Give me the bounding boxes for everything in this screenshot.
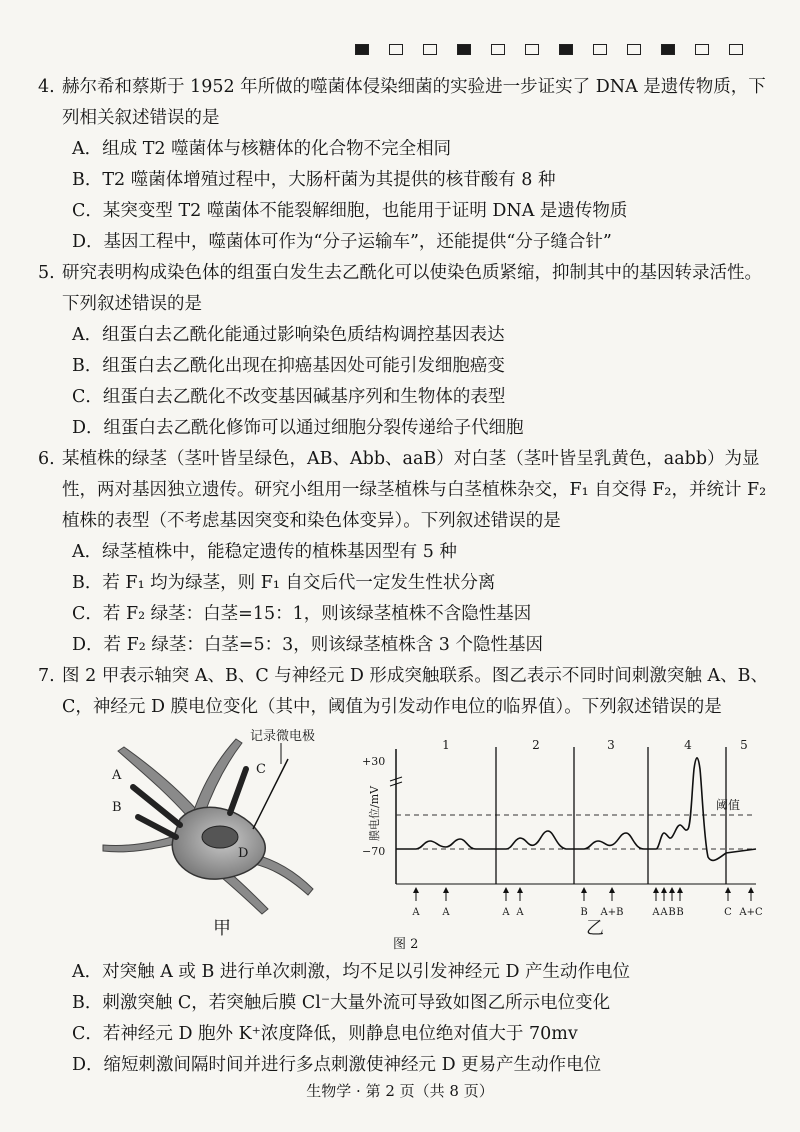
stimulus-label: A: [502, 907, 510, 918]
question-stem: [38, 258, 778, 320]
question-stem: [38, 72, 778, 134]
option-c: C．若神经元 D 胞外 K⁺浓度降低，则静息电位绝对值大于 70mv: [72, 1024, 578, 1044]
option-a: A．绿茎植株中，能稳定遗传的植株基因型有 5 种: [72, 542, 457, 562]
panel-label-jia: 甲: [213, 918, 231, 939]
option-b: B．组蛋白去乙酰化出现在抑癌基因处可能引发细胞癌变: [72, 356, 505, 376]
stimulus-arrowhead: [503, 887, 509, 893]
question-number: 4.: [38, 77, 55, 97]
stimulus-label: B: [668, 907, 676, 918]
y-axis-label: 膜电位/mV: [368, 785, 381, 841]
stimulus-label: A: [652, 907, 660, 918]
electrode-label: 记录微电极: [250, 729, 316, 744]
section-number: 4: [684, 738, 692, 752]
section-number: 1: [442, 738, 450, 752]
header-mark: [525, 44, 539, 55]
stimulus-arrowhead: [609, 887, 615, 893]
section-number: 2: [532, 738, 540, 752]
header-marks: [355, 44, 775, 60]
option-a: A．组蛋白去乙酰化能通过影响染色质结构调控基因表达: [72, 325, 505, 345]
axon-label-b: B: [112, 800, 122, 815]
question-text: 图 2 甲表示轴突 A、B、C 与神经元 D 形成突触联系。图乙表示不同时间刺激突触 A、B、C，神经元 D 膜电位变化（其中，阈值为引发动作电位的临界值）。下列叙述错误的是: [62, 666, 768, 717]
stimulus-arrowhead: [443, 887, 449, 893]
stimulus-label: B: [676, 907, 684, 918]
neuron-nucleus: [202, 826, 238, 848]
question-number: 7.: [38, 666, 55, 686]
y-tick-plus30: +30: [362, 755, 386, 768]
section-numbers: [442, 738, 748, 752]
header-mark: [389, 44, 403, 55]
question-stem: [38, 444, 778, 537]
stimulus-arrowhead: [517, 887, 523, 893]
header-mark: [491, 44, 505, 55]
question-7: [38, 661, 778, 1081]
threshold-label: 阈值: [716, 798, 741, 812]
question-sheet: [38, 72, 778, 1081]
figure-2: [38, 729, 778, 951]
stimulus-label: A: [516, 907, 524, 918]
stimulus-label: A+B: [600, 907, 624, 918]
option-c: C．某突变型 T2 噬菌体不能裂解细胞，也能用于证明 DNA 是遗传物质: [72, 201, 628, 221]
option-a: A．组成 T2 噬菌体与核糖体的化合物不完全相同: [72, 139, 452, 159]
stimulus-arrowhead: [661, 887, 667, 893]
stimulus-label: A: [412, 907, 420, 918]
y-tick-minus70: −70: [362, 845, 386, 858]
header-mark: [457, 44, 471, 55]
stimulus-arrowhead: [653, 887, 659, 893]
option-b: B．若 F₁ 均为绿茎，则 F₁ 自交后代一定发生性状分离: [72, 573, 496, 593]
question-number: 6.: [38, 449, 55, 469]
membrane-potential-chart: [356, 729, 776, 951]
question-5: [38, 258, 778, 444]
section-number: 5: [740, 738, 748, 752]
header-mark: [593, 44, 607, 55]
axon-label-c: C: [256, 762, 266, 777]
option-c: C．若 F₂ 绿茎：白茎=15：1，则该绿茎植株不含隐性基因: [72, 604, 532, 624]
header-mark: [355, 44, 369, 55]
option-a: A．对突触 A 或 B 进行单次刺激，均不足以引发神经元 D 产生动作电位: [72, 962, 631, 982]
stimulus-arrowhead: [669, 887, 675, 893]
option-b: B．T2 噬菌体增殖过程中，大肠杆菌为其提供的核苷酸有 8 种: [72, 170, 556, 190]
neuron-dendrite: [103, 835, 178, 852]
question-text: 某植株的绿茎（茎叶皆呈绿色，AB、Abb、aaB）对白茎（茎叶皆呈乳黄色，aabb）为显性，两对基因独立遗传。研究小组用一绿茎植株与白茎植株杂交，F₁ 自交得 F₂，并统计 F₂ 植株的表型（不考虑基因突变和染色体变异）。下列叙述错误的是: [62, 449, 767, 531]
neuron-diagram: [68, 729, 368, 951]
panel-label-yi: 乙: [586, 918, 604, 939]
question-stem: [38, 661, 778, 723]
header-mark: [559, 44, 573, 55]
section-number: 3: [607, 738, 615, 752]
page-footer: 生物学 · 第 2 页（共 8 页）: [306, 1082, 494, 1100]
option-d: D．缩短刺激间隔时间并进行多点刺激使神经元 D 更易产生动作电位: [72, 1055, 602, 1075]
header-mark: [695, 44, 709, 55]
header-mark: [627, 44, 641, 55]
question-number: 5.: [38, 263, 55, 283]
axon-c: [230, 769, 246, 813]
stimulus-arrows: [411, 887, 763, 918]
question-text: 赫尔希和蔡斯于 1952 年所做的噬菌体侵染细菌的实验进一步证实了 DNA 是遗传物质，下列相关叙述错误的是: [62, 77, 766, 128]
section-dividers: [496, 747, 726, 884]
question-6: [38, 444, 778, 661]
stimulus-label: A: [442, 907, 450, 918]
question-4: [38, 72, 778, 258]
stimulus-arrowhead: [677, 887, 683, 893]
stimulus-arrowhead: [581, 887, 587, 893]
option-c: C．组蛋白去乙酰化不改变基因碱基序列和生物体的表型: [72, 387, 506, 407]
stimulus-arrowhead: [725, 887, 731, 893]
question-text: 研究表明构成染色体的组蛋白发生去乙酰化可以使染色质紧缩，抑制其中的基因转录活性。下列叙述错误的是: [62, 263, 762, 314]
header-mark: [661, 44, 675, 55]
option-d: D．基因工程中，噬菌体可作为“分子运输车”，还能提供“分子缝合针”: [72, 232, 612, 252]
cell-label-d: D: [238, 846, 249, 861]
potential-trace: [396, 758, 756, 861]
stimulus-label: A+C: [739, 907, 763, 918]
stimulus-arrowhead: [413, 887, 419, 893]
stimulus-label: B: [580, 907, 588, 918]
stimulus-arrowhead: [748, 887, 754, 893]
option-d: D．若 F₂ 绿茎：白茎=5：3，则该绿茎植株含 3 个隐性基因: [72, 635, 544, 655]
header-mark: [729, 44, 743, 55]
figure-caption: 图 2: [393, 937, 419, 952]
option-d: D．组蛋白去乙酰化修饰可以通过细胞分裂传递给子代细胞: [72, 418, 524, 438]
header-mark: [423, 44, 437, 55]
option-b: B．刺激突触 C，若突触后膜 Cl⁻大量外流可导致如图乙所示电位变化: [72, 993, 611, 1013]
stimulus-label: C: [724, 907, 732, 918]
stimulus-label: A: [660, 907, 668, 918]
axon-label-a: A: [112, 768, 122, 783]
